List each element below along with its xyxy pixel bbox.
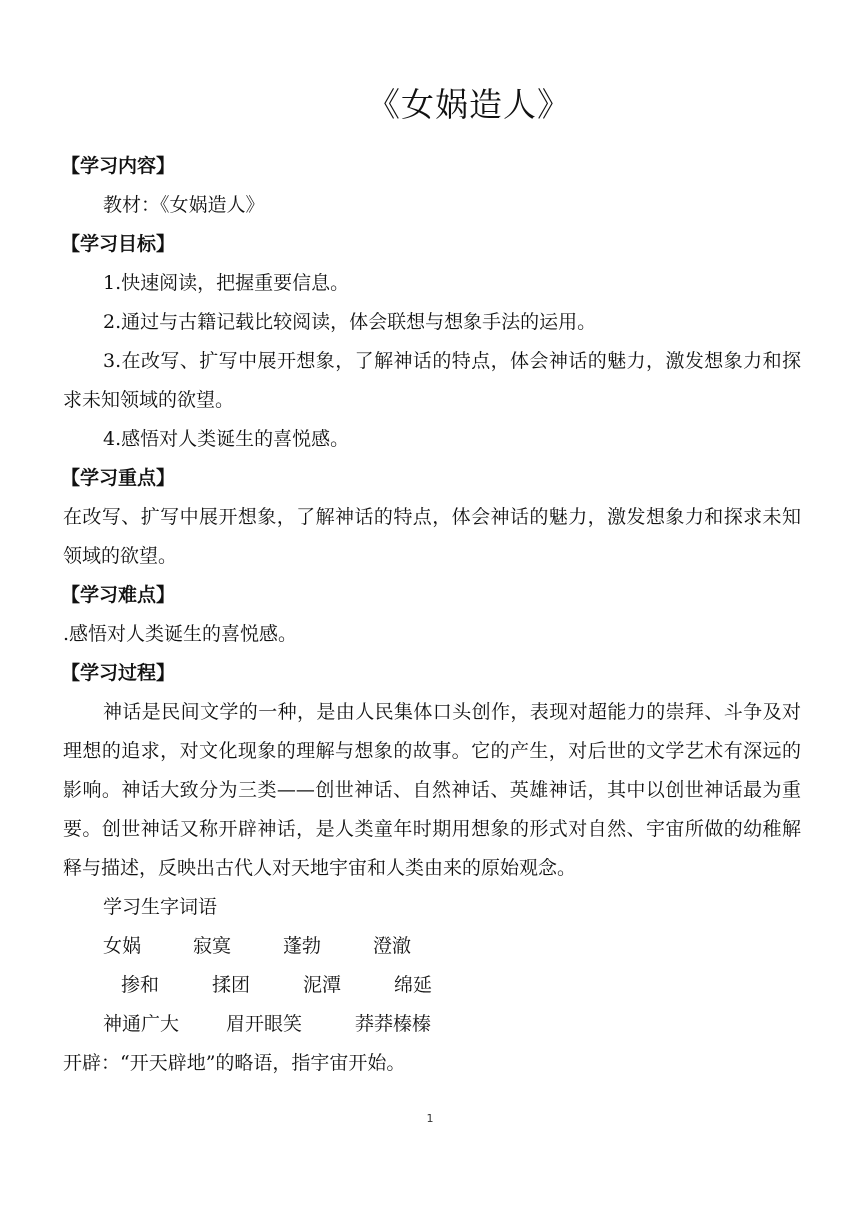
vocab-word: 泥潭 [303,974,342,996]
difficulties-text: .感悟对人类诞生的喜悦感。 [63,623,298,645]
heading-learning-content: 【学习内容】 [61,155,176,177]
heading-key-points: 【学习重点】 [61,467,176,489]
vocab-word: 揉团 [212,974,251,996]
vocab-title: 学习生字词语 [103,896,218,918]
goal-item-2: 2.通过与古籍记载比较阅读，体会联想与想象手法的运用。 [103,311,597,333]
key-points-text: 在改写、扩写中展开想象，了解神话的特点，体会神话的魅力，激发想象力和探求未知领域的欲望。 [63,506,801,567]
document-body [63,147,801,1083]
vocab-word: 绵延 [394,974,433,996]
myth-intro-paragraph: 神话是民间文学的一种，是由人民集体口头创作，表现对超能力的崇拜、斗争及对理想的追求，对文化现象的理解与想象的故事。它的产生，对后世的文学艺术有深远的影响。神话大致分为三类——创世神话、自然神话、英雄神话，其中以创世神话最为重要。创世神话又称开辟神话，是人类童年时期用想象的形式对自然、宇宙所做的幼稚解释与描述，反映出古代人对天地宇宙和人类由来的原始观念。 [63,701,801,879]
definition-line: 开辟：“开天辟地”的略语，指宇宙开始。 [63,1052,406,1074]
vocab-word: 眉开眼笑 [226,1013,303,1035]
heading-difficulties: 【学习难点】 [61,584,176,606]
goal-item-1: 1.快速阅读，把握重要信息。 [103,272,350,294]
vocab-row-3 [63,1005,801,1044]
heading-learning-goals: 【学习目标】 [61,233,176,255]
vocab-word: 女娲 [103,935,142,957]
vocab-row-1 [63,927,801,966]
vocab-word: 神通广大 [103,1013,180,1035]
heading-learning-process: 【学习过程】 [61,662,176,684]
vocab-word: 莽莽榛榛 [355,1013,432,1035]
goal-item-3: 3.在改写、扩写中展开想象，了解神话的特点，体会神话的魅力，激发想象力和探求未知领域的欲望。 [63,350,801,411]
page-number: 1 [426,1112,434,1125]
vocab-word: 掺和 [121,974,160,996]
vocab-word: 寂寞 [193,935,232,957]
vocab-word: 澄澈 [373,935,412,957]
vocab-word: 蓬勃 [283,935,322,957]
document-title: 《女娲造人》 [367,85,571,124]
vocab-row-2 [63,966,801,1005]
goal-item-4: 4.感悟对人类诞生的喜悦感。 [103,428,350,450]
textbook-line: 教材：《女娲造人》 [103,194,265,216]
